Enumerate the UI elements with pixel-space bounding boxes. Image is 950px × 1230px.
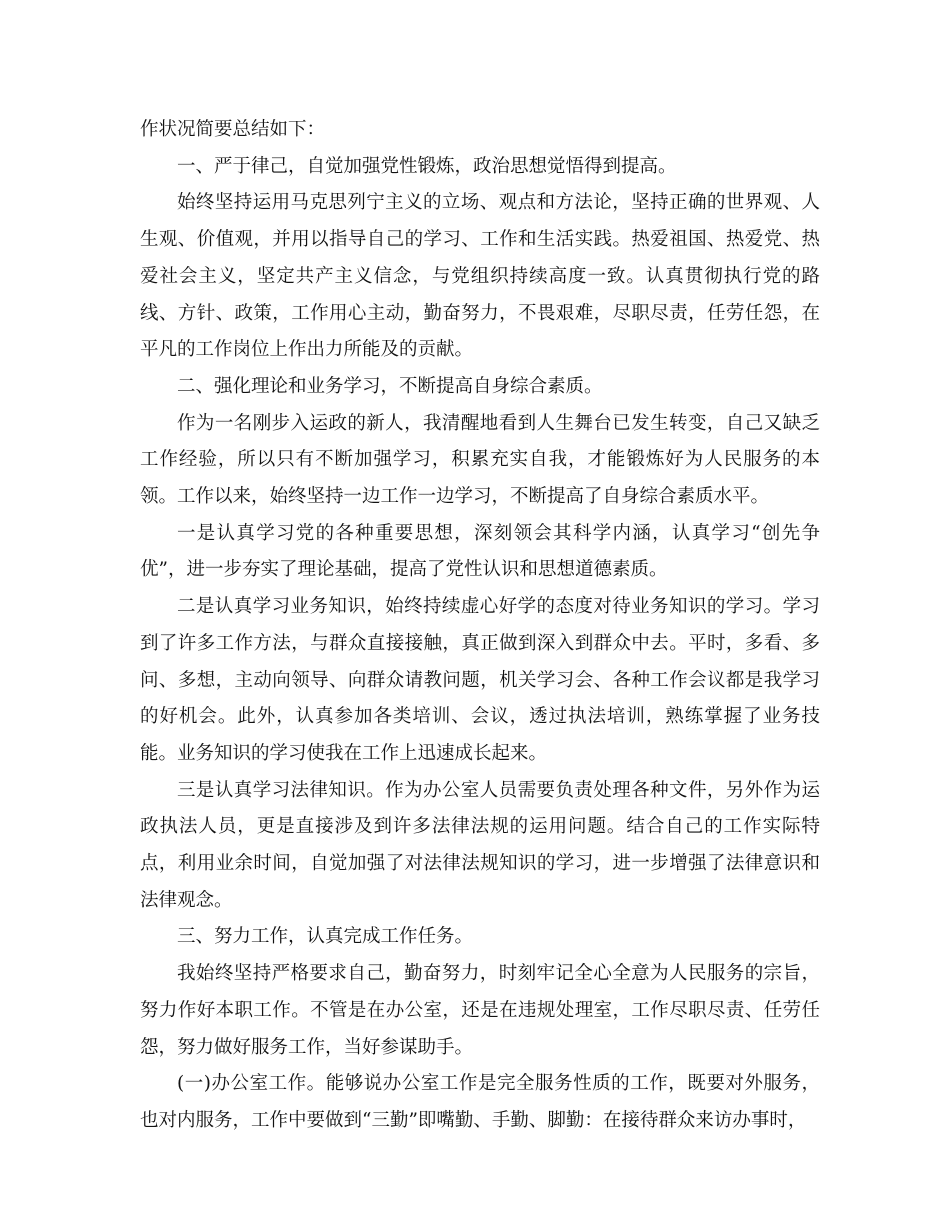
paragraph-new-staff-learning: 作为一名刚步入运政的新人，我清醒地看到人生舞台已发生转变，自己又缺乏工作经验，所以只有不断加强学习，积累充实自我，才能锻炼好为人民服务的本领。工作以来，始终坚持一边工作一边学习，不断提高了自身综合素质水平。 [140, 412, 820, 508]
paragraph-party-theory-study: 一是认真学习党的各种重要思想，深刻领会其科学内涵，认真学习“创先争优”，进一步夯实了理论基础，提高了党性认识和思想道德素质。 [140, 522, 820, 581]
document-body [140, 112, 820, 1140]
paragraph-business-knowledge: 二是认真学习业务知识，始终持续虚心好学的态度对待业务知识的学习。学习到了许多工作方法，与群众直接接触，真正做到深入到群众中去。平时，多看、多问、多想，主动向领导、向群众请教问题，机关学习会、各种工作会议都是我学习的好机会。此外，认真参加各类培训、会议，透过执法培训，熟练掌握了业务技能。业务知识的学习使我在工作上迅速成长起来。 [140, 596, 820, 764]
heading-section-three: 三、努力工作，认真完成工作任务。 [177, 926, 474, 948]
paragraph-work-attitude: 我始终坚持严格要求自己，勤奋努力，时刻牢记全心全意为人民服务的宗旨，努力作好本职工作。不管是在办公室，还是在违规处理室，工作尽职尽责、任劳任怨，努力做好服务工作，当好参谋助手。 [140, 963, 820, 1058]
paragraph-intro-fragment: 作状况简要总结如下： [140, 119, 326, 140]
paragraph-political-ideology: 始终坚持运用马克思列宁主义的立场、观点和方法论，坚持正确的世界观、人生观、价值观，并用以指导自己的学习、工作和生活实践。热爱祖国、热爱党、热爱社会主义，坚定共产主义信念，与党组织持续高度一致。认真贯彻执行党的路线、方针、政策，工作用心主动，勤奋努力，不畏艰难，尽职尽责，任劳任怨，在平凡的工作岗位上作出力所能及的贡献。 [140, 192, 820, 361]
heading-section-two: 二、强化理论和业务学习，不断提高自身综合素质。 [177, 375, 603, 397]
paragraph-legal-knowledge: 三是认真学习法律知识。作为办公室人员需要负责处理各种文件，另外作为运政执法人员，更是直接涉及到许多法律法规的运用问题。结合自己的工作实际特点，利用业余时间，自觉加强了对法律法规知识的学习，进一步增强了法律意识和法律观念。 [140, 779, 820, 911]
paragraph-office-work: (一)办公室工作。能够说办公室工作是完全服务性质的工作，既要对外服务，也对内服务，工作中要做到“三勤”即嘴勤、手勤、脚勤：在接待群众来访办事时， [140, 1073, 820, 1131]
heading-section-one: 一、严于律己，自觉加强党性锻炼，政治思想觉悟得到提高。 [177, 155, 677, 177]
